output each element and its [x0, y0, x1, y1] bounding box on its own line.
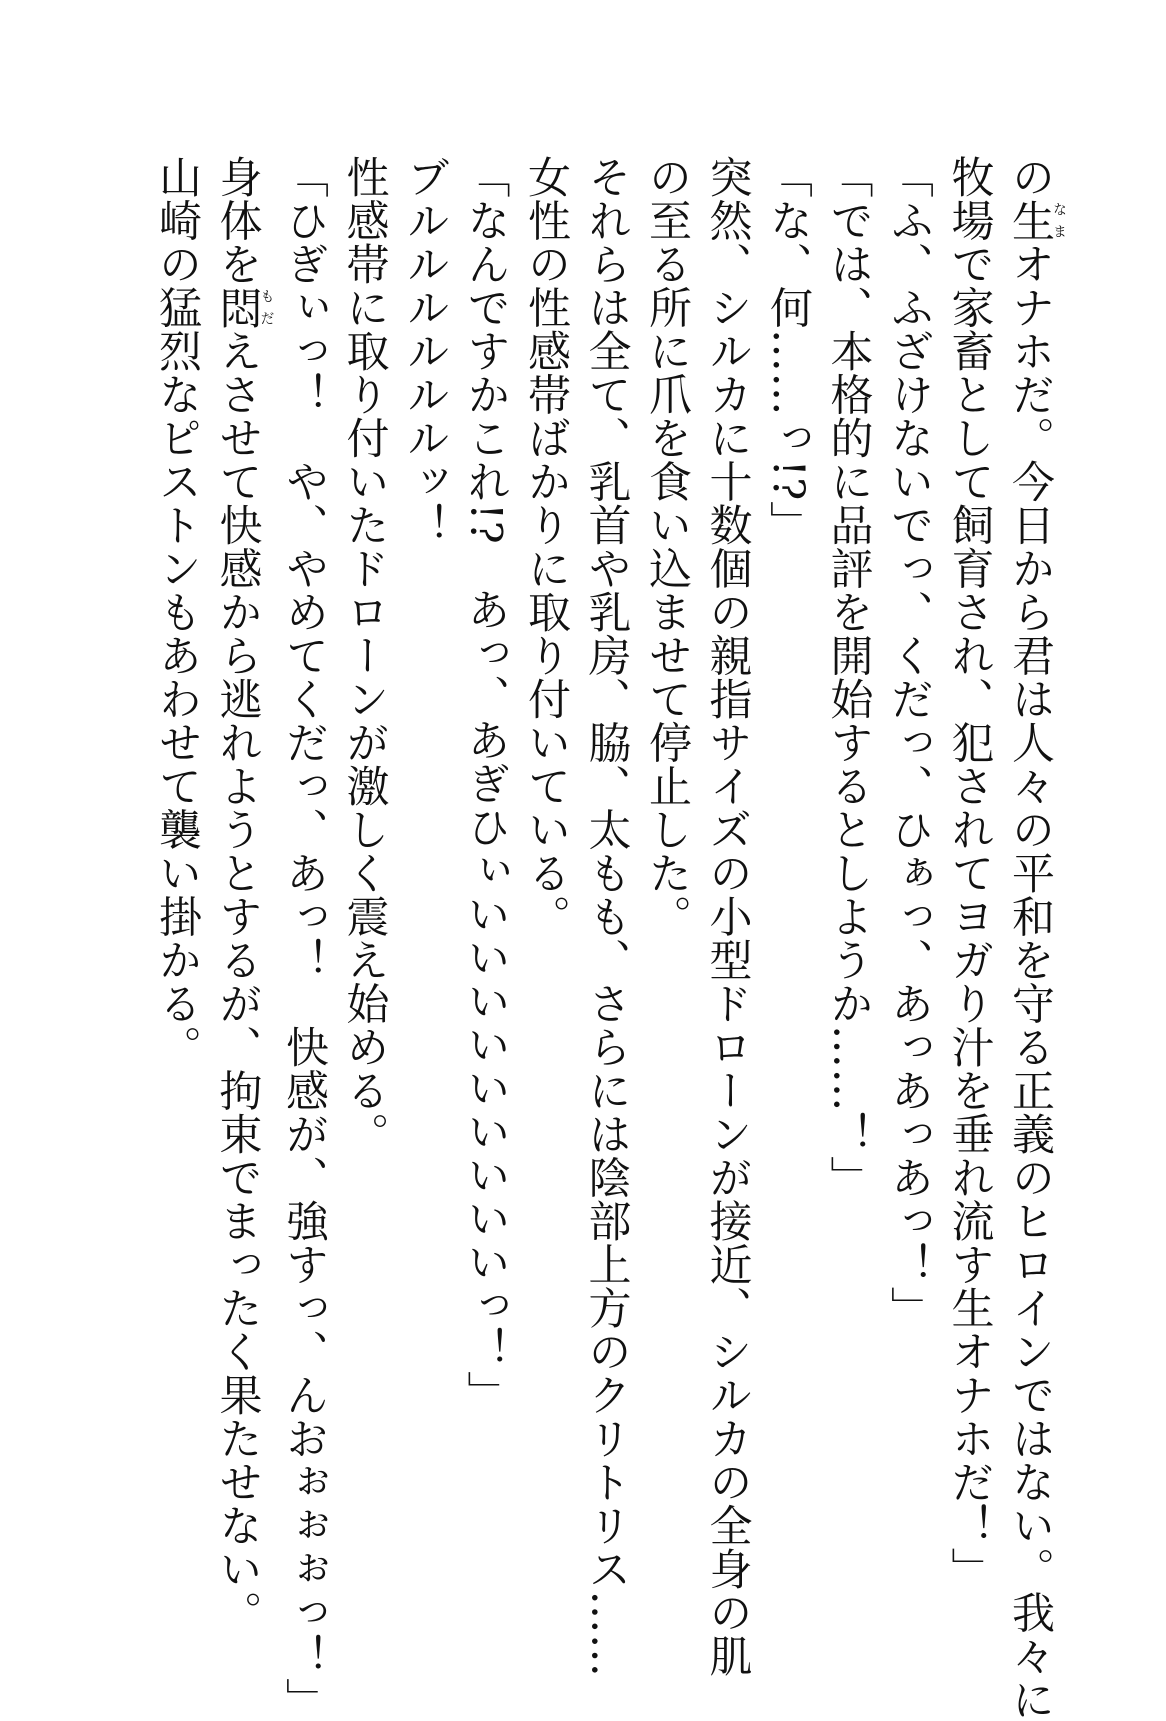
ruby-annotation: 悶もだ — [212, 285, 275, 329]
vertical-text-body — [147, 155, 1067, 1721]
text-line: 身体を悶もだえさせて快感から逃れようとするが、拘束でまったく果たせない。 — [212, 155, 275, 1634]
text-line: ブルルルルルルッ！ — [400, 155, 450, 547]
text-line: 牧場で家畜として飼育され、犯されてヨガり汁を垂れ流す生オナホだ！」 — [944, 155, 995, 1591]
text-line: の生なまオナホだ。今日から君は人々の平和を守る正義のヒロインではない。我々に — [1005, 155, 1067, 1721]
text-line: 「なんですかこれ!? あっ、あぎひぃいいいいいいいいいっ！」 — [460, 155, 511, 1415]
ruby-annotation: 生なま — [1005, 198, 1067, 242]
text-line: 性感帯に取り付いたドローンが激しく震え始める。 — [339, 155, 390, 1156]
text-line: 山崎の猛烈なピストンもあわせて襲い掛かる。 — [152, 155, 202, 1069]
text-line: 「な、何……っ!?」 — [763, 155, 813, 545]
text-line: の至る所に爪を食い込ませて停止した。 — [642, 155, 692, 938]
text-line: 突然、シルカに十数個の親指サイズの小型ドローンが接近、シルカの全身の肌 — [702, 155, 753, 1678]
text-line: 女性の性感帯ばかりに取り付いている。 — [521, 155, 571, 938]
text-line: それらは全て、乳首や乳房、脇、太もも、さらには陰部上方のクリトリス…… — [581, 155, 632, 1678]
text-line: 「では、本格的に品評を開始するとしようか……！」 — [823, 155, 874, 1199]
text-line: 「ふ、ふざけないでっ、くだっ、ひぁっ、あっあっあっ！」 — [884, 155, 934, 1330]
text-line: 「ひぎぃっ！ や、やめてくだっ、あっ！ 快感が、強すっ、んおぉぉぉっ！」 — [279, 155, 329, 1721]
